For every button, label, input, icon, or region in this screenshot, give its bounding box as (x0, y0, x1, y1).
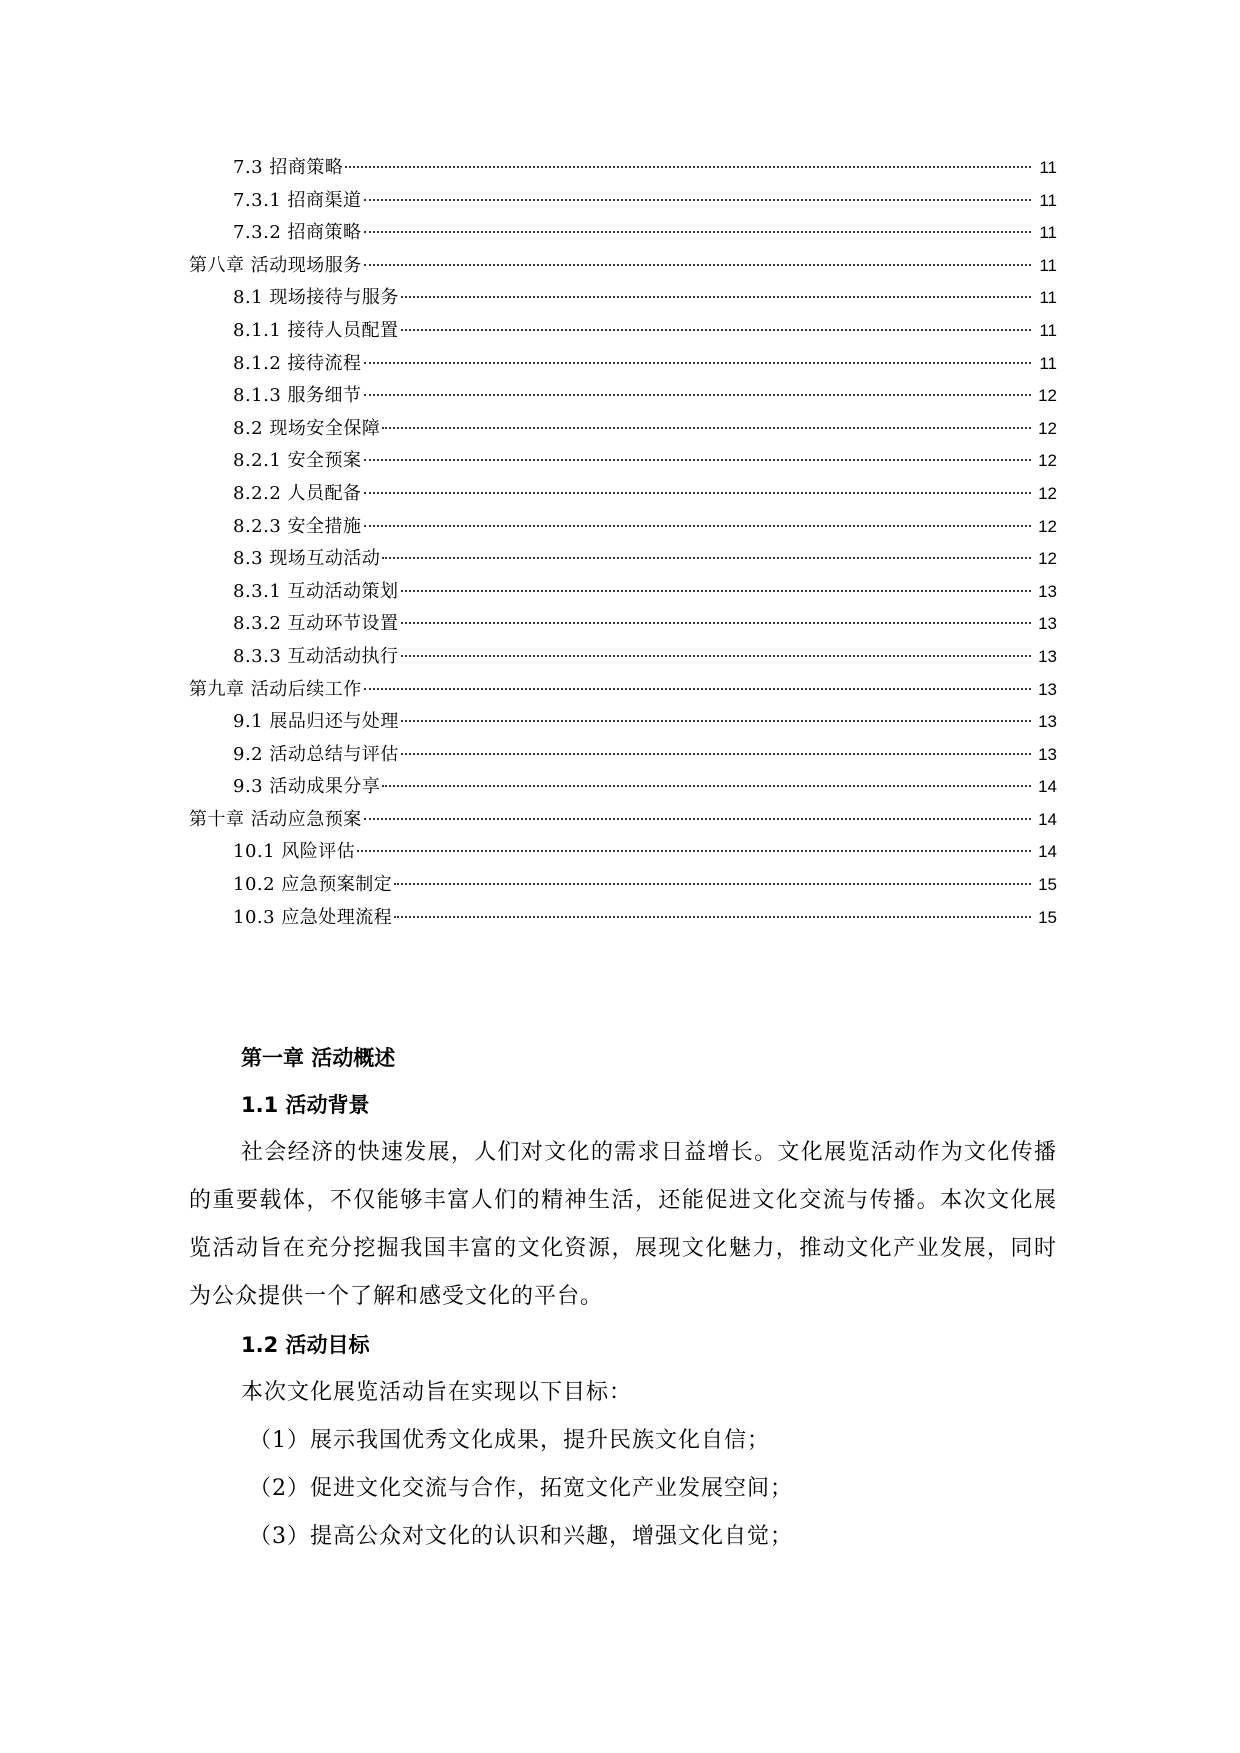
toc-page-number: 12 (1038, 451, 1057, 471)
toc-dot-leader (382, 427, 1031, 429)
toc-entry[interactable] (189, 348, 1057, 381)
toc-page-number: 15 (1038, 907, 1057, 927)
toc-entry-title: 8.2.1 安全预案 (233, 450, 362, 472)
toc-page-number: 14 (1038, 777, 1057, 797)
toc-dot-leader (401, 753, 1031, 755)
toc-entry-title: 8.3.2 互动环节设置 (233, 613, 399, 635)
toc-entry[interactable] (189, 771, 1057, 804)
toc-page-number: 15 (1038, 875, 1057, 895)
toc-entry[interactable] (189, 315, 1057, 348)
toc-entry[interactable] (189, 445, 1057, 478)
toc-page-number: 14 (1038, 842, 1057, 862)
toc-entry-title: 8.1.1 接待人员配置 (233, 319, 399, 341)
toc-entry-title: 8.2.3 安全措施 (233, 515, 362, 537)
toc-entry[interactable] (189, 869, 1057, 902)
toc-entry[interactable] (189, 706, 1057, 739)
toc-dot-leader (364, 362, 1031, 364)
toc-dot-leader (364, 264, 1031, 266)
toc-entry-title: 9.1 展品归还与处理 (233, 711, 399, 733)
toc-entry[interactable] (189, 608, 1057, 641)
toc-entry[interactable] (189, 739, 1057, 772)
toc-page-number: 14 (1038, 809, 1057, 829)
goal-item: （3）提高公众对文化的认识和兴趣，增强文化自觉； (249, 1524, 793, 1549)
goal-item: （2）促进文化交流与合作，拓宽文化产业发展空间； (249, 1476, 793, 1501)
toc-entry[interactable] (189, 217, 1057, 250)
toc-page-number: 12 (1038, 483, 1057, 503)
toc-page-number: 12 (1038, 516, 1057, 536)
toc-dot-leader (394, 916, 1031, 918)
toc-page-number: 12 (1038, 549, 1057, 569)
toc-entry-title: 第十章 活动应急预案 (189, 808, 362, 830)
toc-dot-leader (364, 231, 1031, 233)
toc-entry[interactable] (189, 282, 1057, 315)
goal-item: （1）展示我国优秀文化成果，提升民族文化自信； (249, 1428, 770, 1453)
toc-entry-title: 第九章 活动后续工作 (189, 678, 362, 700)
toc-entry-title: 8.2 现场安全保障 (233, 417, 381, 439)
toc-page-number: 13 (1038, 679, 1057, 699)
toc-entry-title: 10.1 风险评估 (233, 841, 356, 863)
section-1-1-body: 社会经济的快速发展，人们对文化的需求日益增长。文化展览活动作为文化传播的重要载体，不仅能够丰富人们的精神生活，还能促进文化交流与传播。本次文化展览活动旨在充分挖掘我国丰富的文化资源，展现文化魅力，推动文化产业发展，同时为公众提供一个了解和感受文化的平台。 (189, 1140, 1057, 1309)
toc-entry[interactable] (189, 674, 1057, 707)
toc-page-number: 12 (1038, 418, 1057, 438)
toc-entry-title: 10.3 应急处理流程 (233, 906, 393, 928)
toc-dot-leader (345, 166, 1031, 168)
toc-entry[interactable] (189, 250, 1057, 283)
toc-entry[interactable] (189, 413, 1057, 446)
toc-entry-title: 8.3.1 互动活动策划 (233, 580, 399, 602)
toc-entry[interactable] (189, 511, 1057, 544)
toc-dot-leader (401, 296, 1031, 298)
toc-entry-title: 7.3.2 招商策略 (233, 222, 362, 244)
toc-dot-leader (394, 883, 1031, 885)
toc-entry-title: 8.1.3 服务细节 (233, 385, 362, 407)
toc-page-number: 11 (1039, 288, 1057, 308)
toc-dot-leader (401, 590, 1031, 592)
toc-page-number: 13 (1038, 581, 1057, 601)
toc-entry[interactable] (189, 641, 1057, 674)
toc-page-number: 13 (1038, 744, 1057, 764)
toc-dot-leader (364, 394, 1031, 396)
section-1-2-title: 1.2 活动目标 (241, 1333, 370, 1357)
toc-dot-leader (382, 785, 1031, 787)
toc-entry[interactable] (189, 478, 1057, 511)
toc-page-number: 13 (1038, 614, 1057, 634)
toc-dot-leader (364, 459, 1031, 461)
toc-dot-leader (364, 525, 1031, 527)
toc-page-number: 12 (1038, 386, 1057, 406)
toc-entry[interactable] (189, 380, 1057, 413)
toc-page-number: 11 (1039, 223, 1057, 243)
toc-dot-leader (382, 557, 1031, 559)
toc-entry-title: 8.2.2 人员配备 (233, 482, 362, 504)
toc-dot-leader (401, 329, 1031, 331)
toc-dot-leader (364, 199, 1031, 201)
toc-page-number: 11 (1039, 255, 1057, 275)
toc-dot-leader (364, 492, 1031, 494)
chapter-title: 第一章 活动概述 (241, 1046, 396, 1070)
toc-entry[interactable] (189, 576, 1057, 609)
toc-entry-title: 10.2 应急预案制定 (233, 874, 393, 896)
toc-page-number: 13 (1038, 646, 1057, 666)
toc-dot-leader (401, 655, 1031, 657)
toc-page-number: 11 (1039, 158, 1057, 177)
toc-entry-title: 9.3 活动成果分享 (233, 776, 381, 798)
toc-entry-title: 8.1.2 接待流程 (233, 352, 362, 374)
toc-page-number: 11 (1039, 190, 1057, 210)
toc-entry[interactable] (189, 152, 1057, 185)
toc-dot-leader (401, 622, 1031, 624)
section-1-2-intro: 本次文化展览活动旨在实现以下目标： (241, 1380, 633, 1405)
table-of-contents (189, 152, 1057, 934)
toc-entry[interactable] (189, 804, 1057, 837)
toc-entry-title: 7.3.1 招商渠道 (233, 189, 362, 211)
toc-page-number: 11 (1039, 320, 1057, 340)
toc-entry-title: 8.3 现场互动活动 (233, 548, 381, 570)
toc-entry-title: 9.2 活动总结与评估 (233, 743, 399, 765)
toc-entry[interactable] (189, 836, 1057, 869)
toc-entry-title: 8.3.3 互动活动执行 (233, 645, 399, 667)
toc-dot-leader (364, 688, 1031, 690)
toc-entry[interactable] (189, 185, 1057, 218)
toc-dot-leader (357, 850, 1031, 852)
toc-entry-title: 第八章 活动现场服务 (189, 254, 362, 276)
toc-dot-leader (364, 818, 1031, 820)
section-1-1-title: 1.1 活动背景 (241, 1093, 370, 1117)
toc-page-number: 11 (1039, 353, 1057, 373)
toc-dot-leader (401, 720, 1031, 722)
toc-entry[interactable] (189, 902, 1057, 935)
toc-entry-title: 7.3 招商策略 (233, 157, 344, 178)
chapter-one (189, 1035, 1057, 1561)
toc-entry[interactable] (189, 543, 1057, 576)
toc-page-number: 13 (1038, 712, 1057, 732)
toc-entry-title: 8.1 现场接待与服务 (233, 287, 399, 309)
